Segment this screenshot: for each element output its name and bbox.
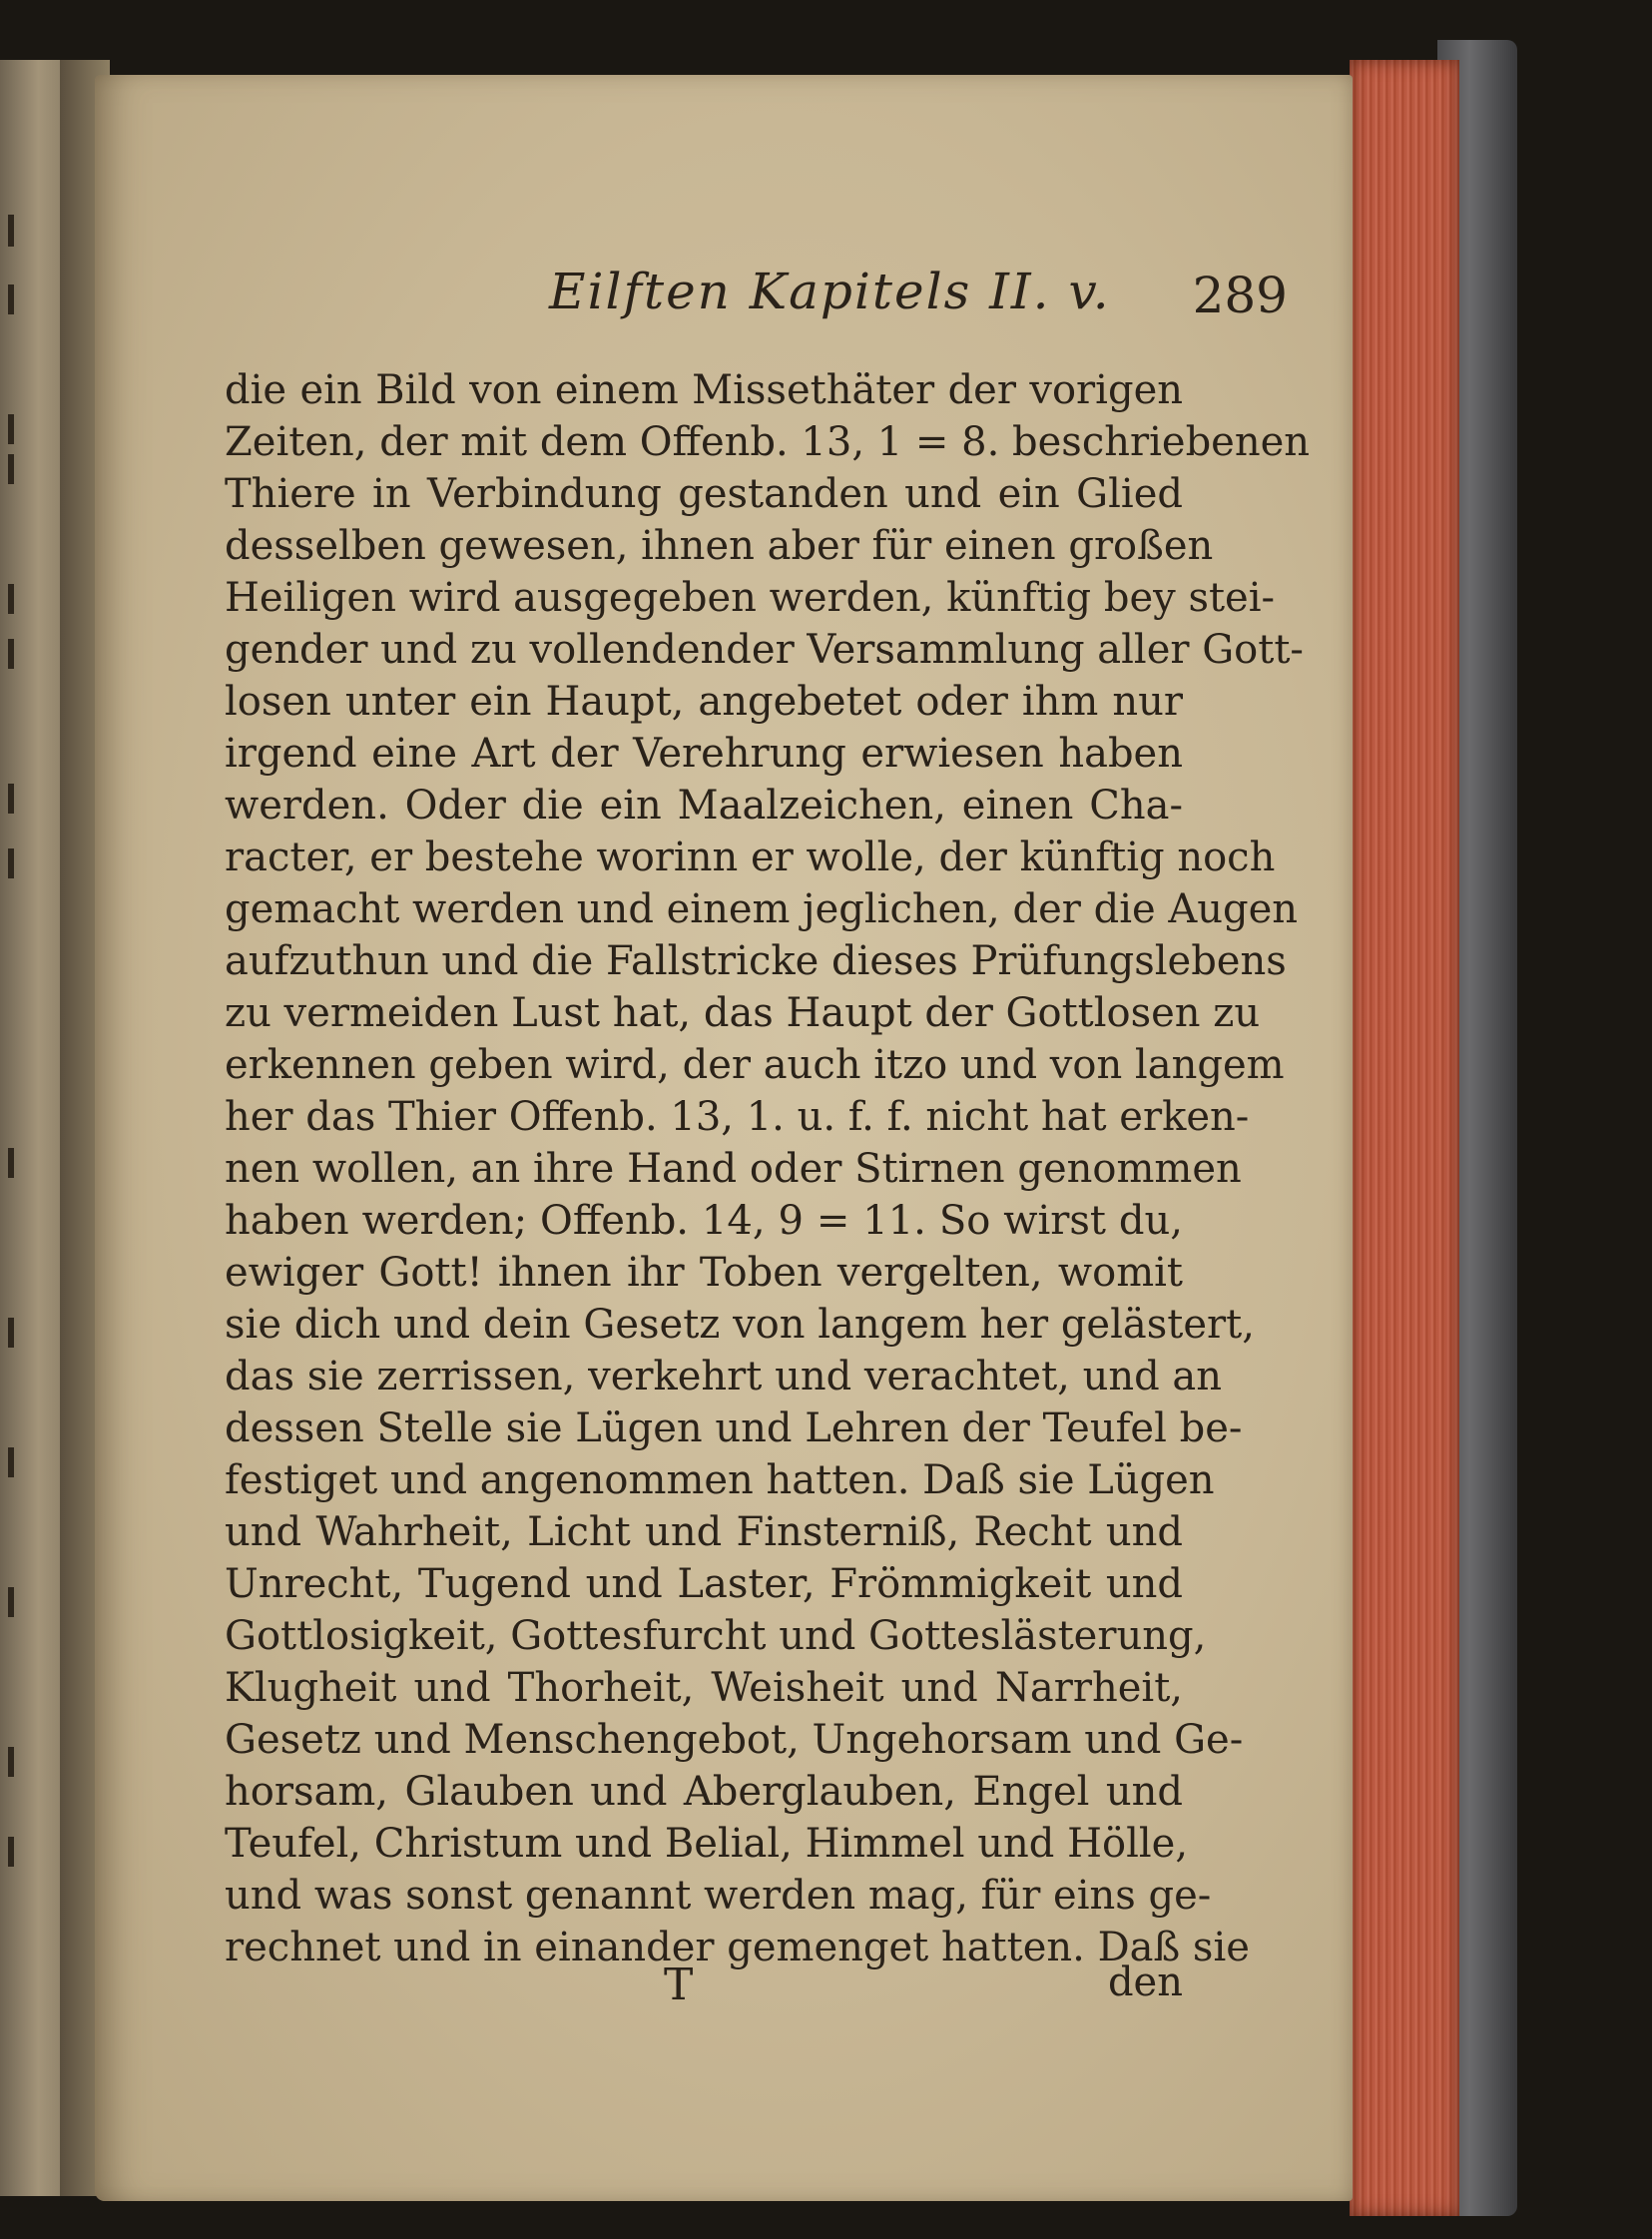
text-line: sie dich und dein Gesetz von langem her gelästert, xyxy=(225,1302,1255,1348)
page-footer xyxy=(225,1959,1183,2019)
text-line: Zeiten, der mit dem Offenb. 13, 1 = 8. beschriebenen xyxy=(225,419,1311,465)
text-line: horsam, Glauben und Aberglauben, Engel und xyxy=(225,1769,1183,1815)
text-line: Teufel, Christum und Belial, Himmel und Hölle, xyxy=(225,1821,1189,1867)
text-line: das sie zerrissen, verkehrt und verachtet, und an xyxy=(225,1354,1223,1399)
text-line: racter, er bestehe worinn er wolle, der künftig noch xyxy=(225,835,1276,880)
text-line: ewiger Gott! ihnen ihr Toben vergelten, womit xyxy=(225,1250,1183,1296)
text-line: Heiligen wird ausgegeben werden, künftig bey stei- xyxy=(225,575,1276,621)
text-line: zu vermeiden Lust hat, das Haupt der Gottlosen zu xyxy=(225,990,1261,1036)
text-line: rechnet und in einander gemenget hatten. Daß sie xyxy=(225,1925,1250,1970)
text-line: nen wollen, an ihre Hand oder Stirnen genommen xyxy=(225,1146,1242,1192)
signature-mark: T xyxy=(664,1959,694,2010)
text-line: Gottlosigkeit, Gottesfurcht und Gotteslästerung, xyxy=(225,1613,1207,1659)
text-line: festiget und angenommen hatten. Daß sie Lügen xyxy=(225,1457,1215,1503)
text-line: Gesetz und Menschengebot, Ungehorsam und Ge- xyxy=(225,1717,1244,1763)
text-line: aufzuthun und die Fallstricke dieses Prüfungslebens xyxy=(225,938,1287,984)
text-line: Thiere in Verbindung gestanden und ein Glied xyxy=(225,471,1183,517)
text-line: und was sonst genannt werden mag, für eins ge- xyxy=(225,1873,1212,1919)
red-page-edges xyxy=(1350,60,1459,2216)
running-head: Eilften Kapitels II. v. xyxy=(549,263,1111,320)
text-line: her das Thier Offenb. 13, 1. u. f. f. nicht hat erken- xyxy=(225,1094,1250,1140)
text-line: erkennen geben wird, der auch itzo und von langem xyxy=(225,1042,1285,1088)
text-line: werden. Oder die ein Maalzeichen, einen Cha- xyxy=(225,783,1183,829)
text-line: Unrecht, Tugend und Laster, Frömmigkeit und xyxy=(225,1561,1183,1607)
text-line: dessen Stelle sie Lügen und Lehren der Teufel be- xyxy=(225,1405,1243,1451)
catchword: den xyxy=(1107,1959,1183,2005)
text-line: gemacht werden und einem jeglichen, der die Augen xyxy=(225,886,1299,932)
text-line: haben werden; Offenb. 14, 9 = 11. So wirst du, xyxy=(225,1198,1183,1244)
text-line: gender und zu vollendender Versammlung aller Gott- xyxy=(225,627,1304,673)
text-line: und Wahrheit, Licht und Finsterniß, Recht und xyxy=(225,1509,1183,1555)
text-line: irgend eine Art der Verehrung erwiesen haben xyxy=(225,731,1183,777)
text-line: losen unter ein Haupt, angebetet oder ihm nur xyxy=(225,679,1183,725)
page-number: 289 xyxy=(1192,267,1288,324)
body-text xyxy=(225,364,1311,1973)
text-line: die ein Bild von einem Missethäter der vorigen xyxy=(225,367,1183,413)
book-page xyxy=(95,75,1353,2201)
text-line: Klugheit und Thorheit, Weisheit und Narrheit, xyxy=(225,1665,1183,1711)
text-line: desselben gewesen, ihnen aber für einen großen xyxy=(225,523,1214,569)
page-header xyxy=(344,255,1303,334)
text-block xyxy=(225,255,1311,2051)
